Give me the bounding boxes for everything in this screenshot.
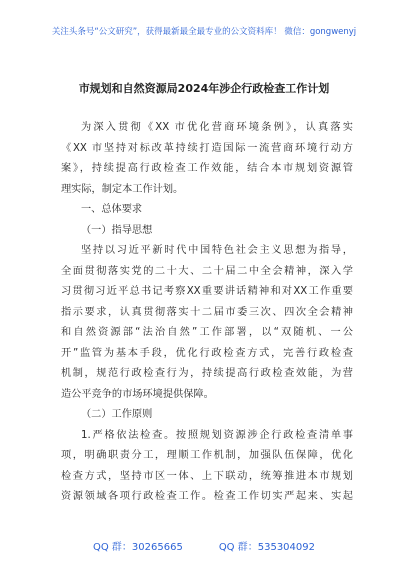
subsection-heading: （二）工作原则: [81, 409, 153, 420]
body-line: 习贯彻习近平总书记考察XX重要讲话精神和对XX工作重要: [61, 286, 353, 297]
body-line: 机制，规范行政检查行为，持续提高行政检查效能，为营: [61, 368, 353, 379]
qq-group-2: QQ 群：535304092: [218, 542, 315, 553]
body-line: 坚持以习近平新时代中国特色社会主义思想为指导，: [81, 245, 353, 256]
body-line: 项，明确职责分工，理顺工作机制，加强队伍保障，优化: [61, 450, 353, 461]
body-line: 1.严格依法检查。按照规划资源涉企行政检查清单事: [81, 429, 353, 441]
body-line: 案》，持续提高行政检查工作效能，结合本市规划资源管: [61, 163, 353, 174]
body-line: 《XX 市坚持对标改革持续打造国际一流营商环境行动方: [61, 142, 353, 154]
body-line: 指示要求，认真贯彻落实十二届市委三次、四次全会精神: [61, 306, 353, 318]
footer-qq-groups: [0, 538, 408, 553]
body-line: 为深入贯彻《XX 市优化营商环境条例》，认真落实: [81, 122, 353, 133]
body-line: 理实际，制定本工作计划。: [61, 183, 184, 195]
top-banner: 关注头条号“公文研究”，获得最新最全最专业的公文资料库！ 微信：gongwenyj: [51, 27, 357, 37]
document-body: [61, 118, 353, 508]
subsection-heading: （一）指导思想: [81, 224, 153, 236]
body-line: 和自然资源部“法治自然”工作部署，以“双随机、一公: [61, 327, 353, 338]
body-line: 开”监管为基本手段，优化行政检查方式，完善行政检查: [61, 347, 353, 359]
body-line: 检查方式，坚持市区一体、上下联动，统筹推进本市规划: [61, 470, 353, 482]
body-line: 全面贯彻落实党的二十大、二十届二中全会精神，深入学: [61, 265, 353, 277]
section-heading: 一、总体要求: [81, 204, 143, 215]
body-line: 造公平竞争的市场环境提供保障。: [61, 388, 214, 400]
document-title: 市规划和自然资源局2024年涉企行政检查工作计划: [78, 82, 330, 95]
qq-group-1: QQ 群：30265665: [92, 542, 183, 553]
body-line: 资源领域各项行政检查工作。检查工作切实严起来、实起: [61, 491, 353, 502]
